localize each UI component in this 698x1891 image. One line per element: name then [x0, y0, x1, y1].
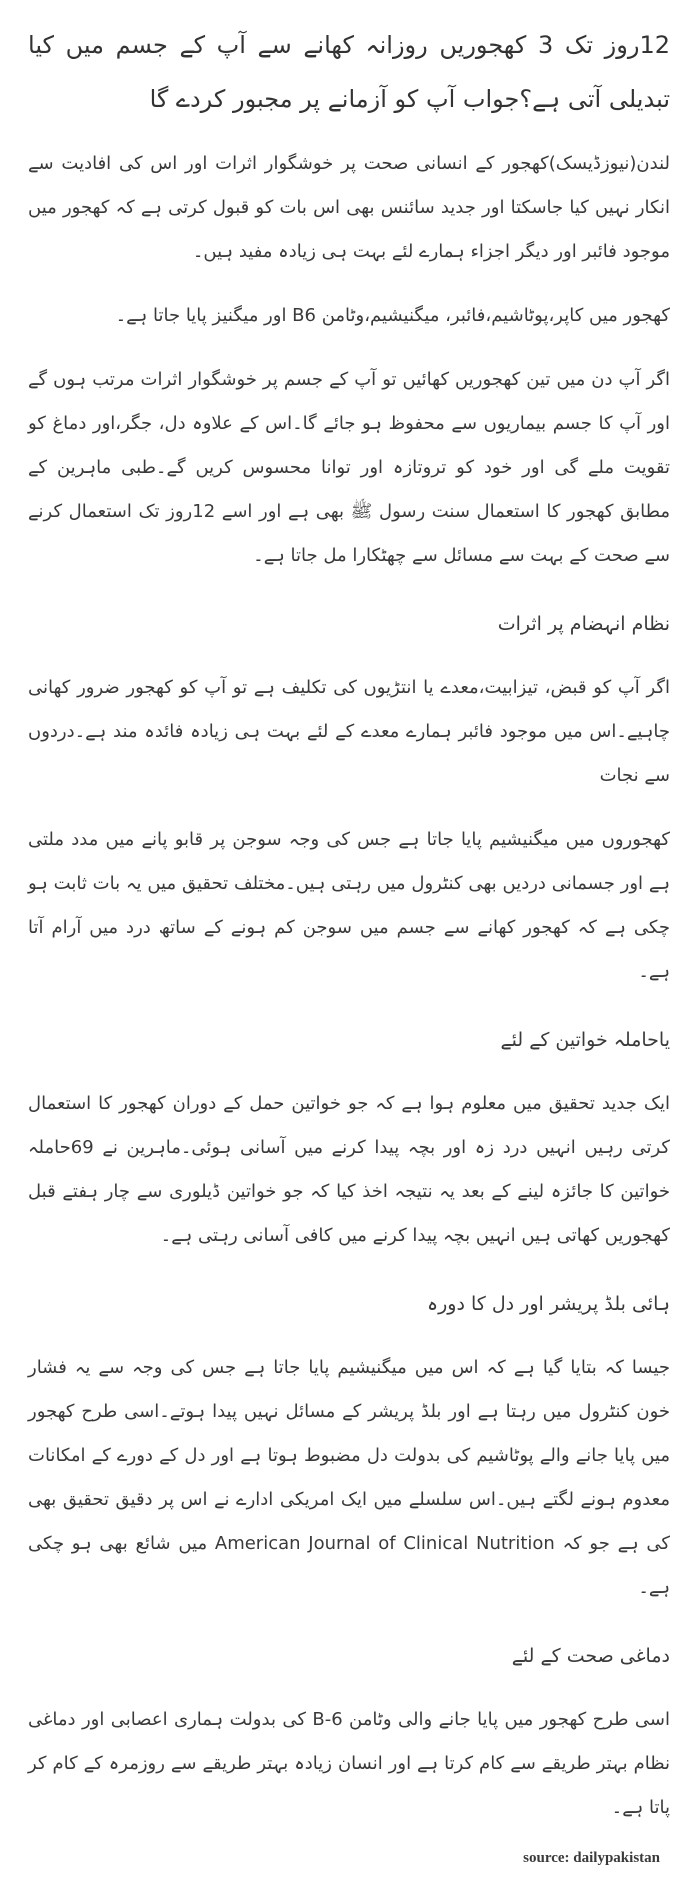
article-paragraph: کھجوروں میں میگنیشیم پایا جاتا ہے جس کی وجہ سوجن پر قابو پانے میں مدد ملتی ہے اور جسمانی دردیں بھی کنٹرول میں رہتی ہیں۔مختلف تحقیق میں یہ بات ثابت ہو چکی ہے کہ کھجور کھانے سے جسم میں سوجن کم ہونے کے ساتھ درد میں آرام آتا ہے۔ — [28, 829, 670, 982]
article-title: 12روز تک 3 کھجوریں روزانہ کھانے سے آپ کے جسم میں کیا تبدیلی آتی ہے؟جواب آپ کو آزمانے پر مجبور کردے گا — [28, 31, 671, 113]
article-paragraph: ایک جدید تحقیق میں معلوم ہوا ہے کہ جو خواتین حمل کے دوران کھجور کا استعمال کرتی رہیں انہیں درد زہ اور بچہ پیدا کرنے میں آسانی ہوئی۔ماہرین نے 69حاملہ خواتین کا جائزہ لینے کے بعد یہ نتیجہ اخذ کیا کہ جو خواتین ڈیلوری سے چار ہفتے قبل کھجوریں کھاتی ہیں انہیں بچہ پیدا کرنے میں کافی آسانی رہتی ہے۔ — [28, 1093, 670, 1246]
article-paragraph: جیسا کہ بتایا گیا ہے کہ اس میں میگنیشیم پایا جاتا ہے جس کی وجہ سے یہ فشار خون کنٹرول میں رہتا ہے اور بلڈ پریشر کے مسائل نہیں پیدا ہوتے۔اسی طرح کھجور میں پایا جانے والے پوٹاشیم کی بدولت دل مضبوط ہوتا ہے اور دل کے دورے کے امکانات معدوم ہونے لگتے ہیں۔اس سلسلے میں ایک امریکی ادارے نے اس پر دقیق تحقیق بھی کی ہے جو کہ American Journal of Clinical Nutrition میں شائع بھی ہو چکی ہے۔ — [28, 1357, 670, 1598]
article-body — [28, 142, 670, 1830]
article-paragraph: کھجور میں کاپر،پوٹاشیم،فائبر، میگنیشیم،وٹامن B6 اور میگنیز پایا جاتا ہے۔ — [115, 305, 670, 326]
source-attribution: source: dailypakistan — [523, 1850, 660, 1866]
article-paragraph: اسی طرح کھجور میں پایا جانے والی وٹامن B-6 کی بدولت ہماری اعصابی اور دماغی نظام بہتر طریقے سے کام کرتا ہے اور انسان زیادہ بہتر طریقے سے روزمرہ کے کام کر پاتا ہے۔ — [28, 1709, 670, 1818]
section-heading: یاحاملہ خواتین کے لئے — [500, 1029, 670, 1051]
article-paragraph: اگر آپ دن میں تین کھجوریں کھائیں تو آپ کے جسم پر خوشگوار اثرات مرتب ہوں گے اور آپ کا جسم بیماریوں سے محفوظ ہو جائے گا۔اس کے علاوہ دل، جگر،اور دماغ کو تقویت ملے گی اور خود کو تروتازہ اور توانا محسوس کریں گے۔طبی ماہرین کے مطابق کھجور کا استعمال سنت رسول ﷺ بھی ہے اور اسے 12روز تک استعمال کرنے سے صحت کے بہت سے مسائل سے چھٹکارا مل جاتا ہے۔ — [28, 369, 670, 566]
article-paragraph: اگر آپ کو قبض، تیزابیت،معدے یا انتڑیوں کی تکلیف ہے تو آپ کو کھجور ضرور کھانی چاہیے۔اس میں موجود فائبر ہمارے معدے کے لئے بہت ہی زیادہ فائدہ مند ہے۔دردوں سے نجات — [28, 677, 670, 786]
section-heading: نظام انہضام پر اثرات — [497, 613, 670, 635]
section-heading: ہائی بلڈ پریشر اور دل کا دورہ — [426, 1293, 670, 1315]
section-heading: دماغی صحت کے لئے — [511, 1645, 670, 1667]
article-paragraph: لندن(نیوزڈیسک)کھجور کے انسانی صحت پر خوشگوار اثرات اور اس کی افادیت سے انکار نہیں کیا جاسکتا اور جدید سائنس بھی اس بات کو قبول کرتی ہے کہ کھجور میں موجود فائبر اور دیگر اجزاء ہمارے لئے بہت ہی زیادہ مفید ہیں۔ — [28, 153, 670, 262]
